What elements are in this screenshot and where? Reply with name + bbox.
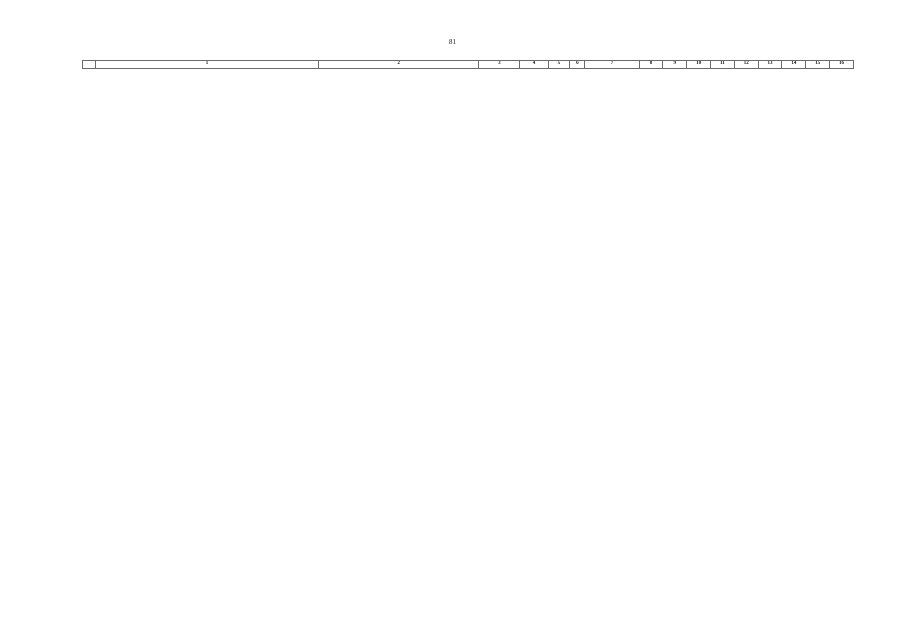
column-number-cell: 5 [548, 61, 570, 69]
column-number-cell: 4 [520, 61, 548, 69]
column-number-header-row [83, 61, 854, 69]
column-number-cell: 16 [830, 61, 854, 69]
column-number-cell: 1 [95, 61, 318, 69]
column-number-cell: 9 [663, 61, 687, 69]
registry-table [82, 60, 854, 69]
registry-table-container [82, 60, 854, 550]
column-number-cell: 6 [570, 61, 585, 69]
column-number-cell: 12 [734, 61, 758, 69]
page-number: 81 [449, 38, 456, 46]
column-number-cell: 3 [479, 61, 520, 69]
column-number-cell: 11 [710, 61, 734, 69]
column-number-cell: 2 [319, 61, 479, 69]
column-number-cell: 15 [806, 61, 830, 69]
column-number-cell [83, 61, 96, 69]
column-number-cell: 13 [758, 61, 782, 69]
column-number-cell: 8 [639, 61, 663, 69]
column-number-cell: 14 [782, 61, 806, 69]
column-number-cell: 10 [687, 61, 711, 69]
column-number-cell: 7 [585, 61, 639, 69]
